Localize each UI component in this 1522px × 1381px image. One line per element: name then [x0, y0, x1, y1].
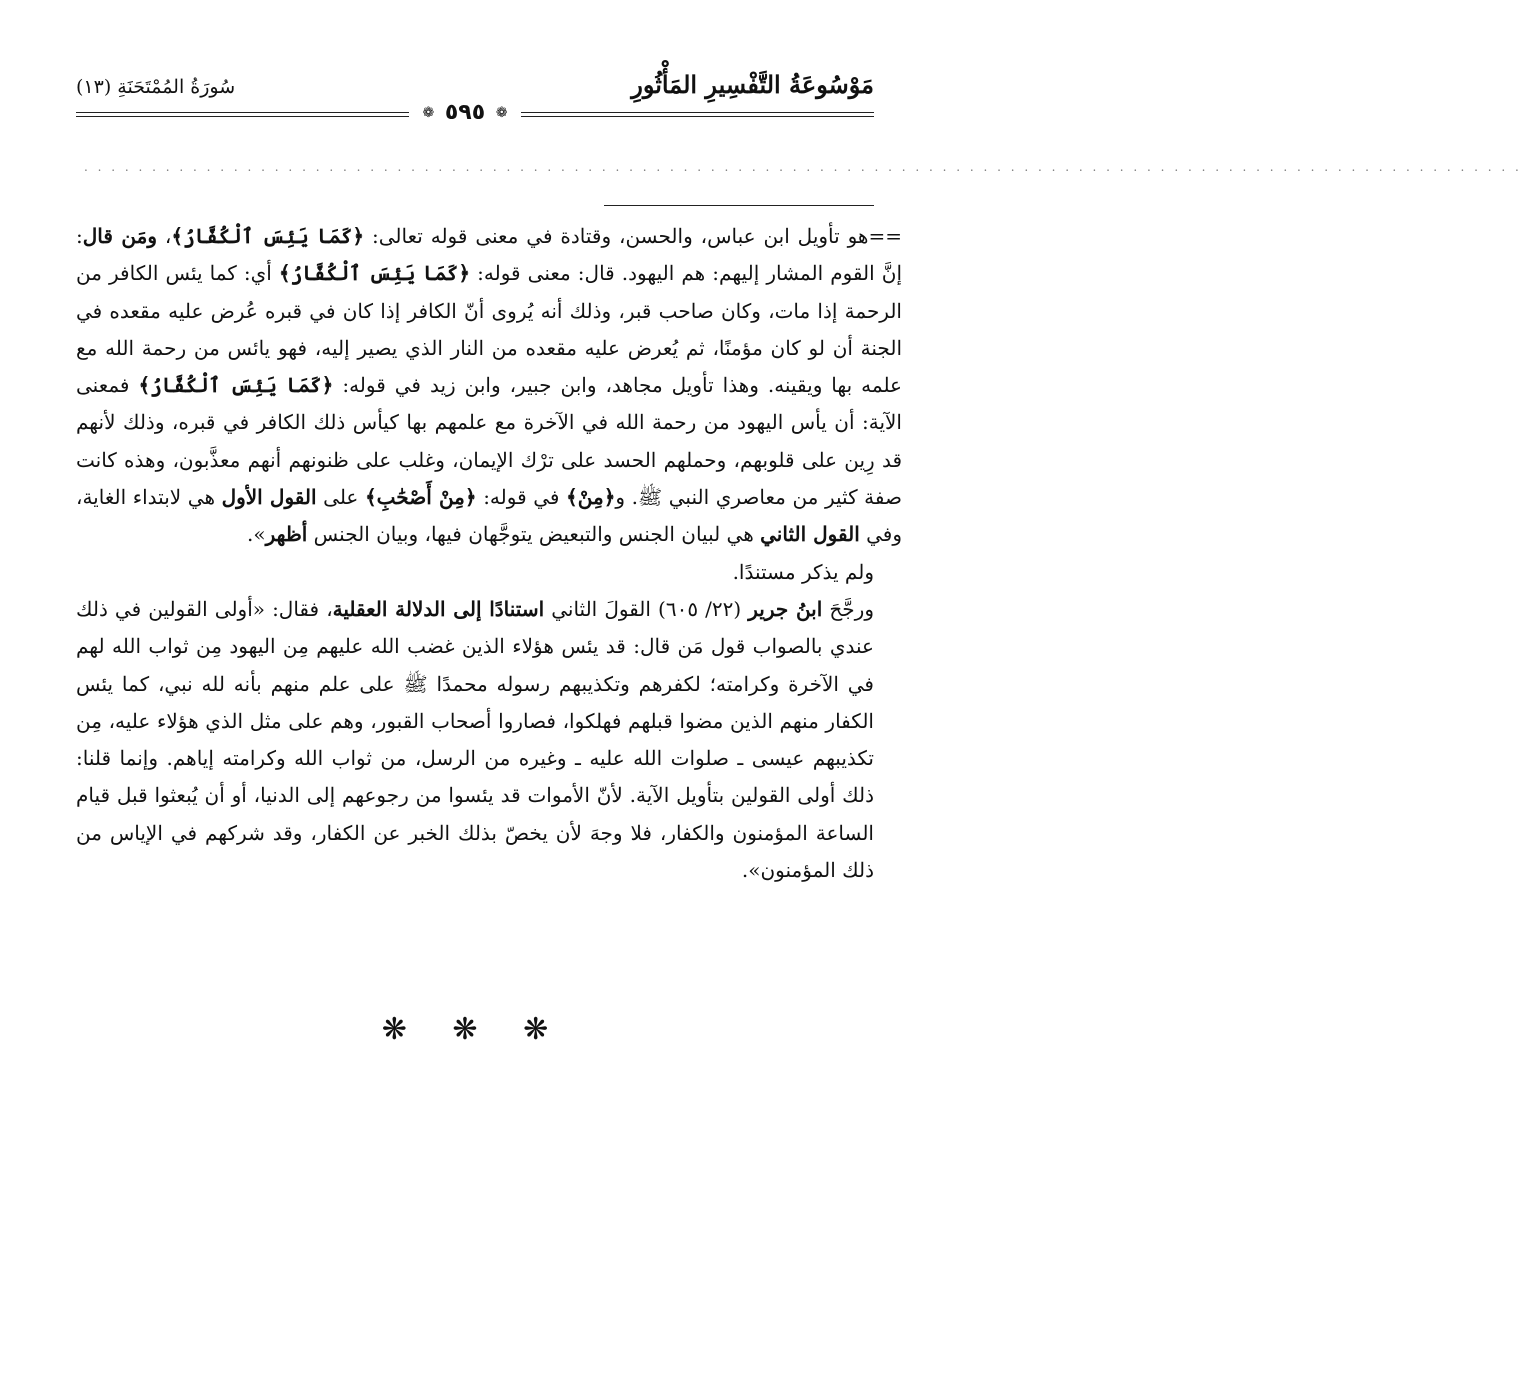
footnote-paragraph-2: ولم يذكر مستندًا. [732, 559, 874, 584]
quran-quote: ﴿مِنْ﴾ [566, 485, 616, 510]
footnote-paragraph-3 [76, 591, 874, 889]
star-icon: ❋ [523, 1012, 549, 1047]
footnote-rule [604, 205, 874, 206]
ornament-left-icon: ❁ [422, 105, 435, 121]
text-run: : إنَّ القوم المشار إليهم: هم اليهود. قال: معنى قوله: [76, 224, 902, 286]
bold-term: القول الأول [221, 485, 317, 510]
footnote-paragraph-1 [76, 218, 902, 554]
continuation-marker: == [868, 224, 902, 248]
surah-title: سُورَةُ المُمْتَحَنَةِ (١٣) [76, 76, 236, 98]
text-run: ، فقال: «أولى القولين في ذلك عندي بالصواب قول مَن قال: قد يئس هؤلاء الذين غضب الله عليهم مِن اليهود مِن ثواب الله لهم في الآخرة وكرامته؛ لكفرهم وتكذيبهم رسوله محمدًا ﷺ على علم منهم بأنه لله نبي، كما يئس الكفار منهم الذين مضوا قبلهم فهلكوا، فصاروا أصحاب القبور، وهم على مثل الذي هؤلاء عليه، مِن تكذيبهم عيسى ـ صلوات الله عليه ـ وغيره من الرسل، من ثواب الله وكرامته إياهم. وإنما قلنا: ذلك أولى القولين بتأويل الآية. لأنّ الأموات قد يئسوا من رجوعهم إلى الدنيا، أو أن يُبعثوا قبل قيام الساعة المؤمنون والكفار، فلا وجهَ لأن يخصّ بذلك الخبر عن الكفار، وقد شركهم في الإياس من ذلك المؤمنون». [76, 596, 874, 883]
quran-quote: ﴿مِنْ أَصْحَٰبِ﴾ [364, 485, 477, 510]
ornament-right-icon: ❁ [495, 105, 508, 121]
text-run: (٢٢/ ٦٠٥) القولَ الثاني [544, 596, 749, 621]
dotted-separator: . . . . . . . . . . . . . . . . . . . . . . . . . . . . . . . . . . . . . . . . . . . . . . . . . . . . . . . . . . . . . . . . . . . . . . . . . . . . . . . . . . . . . . . . . . . . . . . . . . . . . . . . . . [84, 160, 1522, 174]
quran-quote: ﴿كَمَا يَئِسَ ٱلْكُفَّارُ﴾ [171, 224, 365, 248]
text-run: هو تأويل ابن عباس، والحسن، وقتادة في معنى قوله تعالى: [364, 224, 869, 248]
text-run: ، [157, 224, 172, 248]
quran-quote: ﴿كَمَا يَئِسَ ٱلْكُفَّارُ﴾ [138, 373, 334, 398]
footnote-body [76, 218, 903, 889]
text-run: هي لبيان الجنس والتبعيض يتوجَّهان فيها، وبيان الجنس [307, 522, 761, 547]
text-run: على [316, 485, 365, 510]
bold-term: ابنُ جرير [748, 596, 823, 621]
bold-term: أظهر [265, 522, 308, 547]
bold-term: القول الثاني [760, 522, 860, 547]
star-icon: ❋ [381, 1012, 407, 1047]
text-run: فمعنى الآية: أن يأس اليهود من رحمة الله في الآخرة مع علمهم بها كيأس ذلك الكافر في قبره، وذلك لأنهم قد رِين على قلوبهم، وحملهم الحسد على ترْك الإيمان، وغلب على ظنونهم أنهم معذَّبون، وهذه كانت صفة كثير من معاصري النبي ﷺ. و [76, 373, 903, 510]
bold-term: ومَن قال [82, 224, 158, 248]
text-run: في قوله: [476, 485, 567, 510]
text-run: ورجَّحَ [822, 596, 874, 621]
star-icon: ❋ [452, 1012, 478, 1047]
quran-quote: ﴿كَمَا يَئِسَ ٱلْكُفَّارُ﴾ [278, 261, 471, 286]
series-title: مَوْسُوعَةُ التَّفْسِيرِ المَأْثُورِ [631, 70, 874, 99]
page-number-block [409, 100, 520, 125]
text-run: ». [246, 522, 266, 547]
page-number: ٥٩٥ [444, 100, 486, 125]
text-run: أي: كما يئس الكافر من الرحمة إذا مات، وكان صاحب قبر، وذلك أنه يُروى أنّ الكافر إذا كان في قبره عُرض عليه مقعده في الجنة أن لو كان مؤمنًا، ثم يُعرض عليه مقعده من النار الذي يصير إليه، فهو يائس من رحمة الله مع علمه بها ويقينه. وهذا تأويل مجاهد، وابن جبير، وابن زيد في قوله: [76, 261, 902, 398]
page-number-container [0, 100, 930, 125]
end-ornament [0, 1012, 930, 1047]
text-run: هي لابتداء الغاية، وفي [76, 485, 902, 547]
bold-term: استنادًا إلى الدلالة العقلية [332, 596, 545, 621]
